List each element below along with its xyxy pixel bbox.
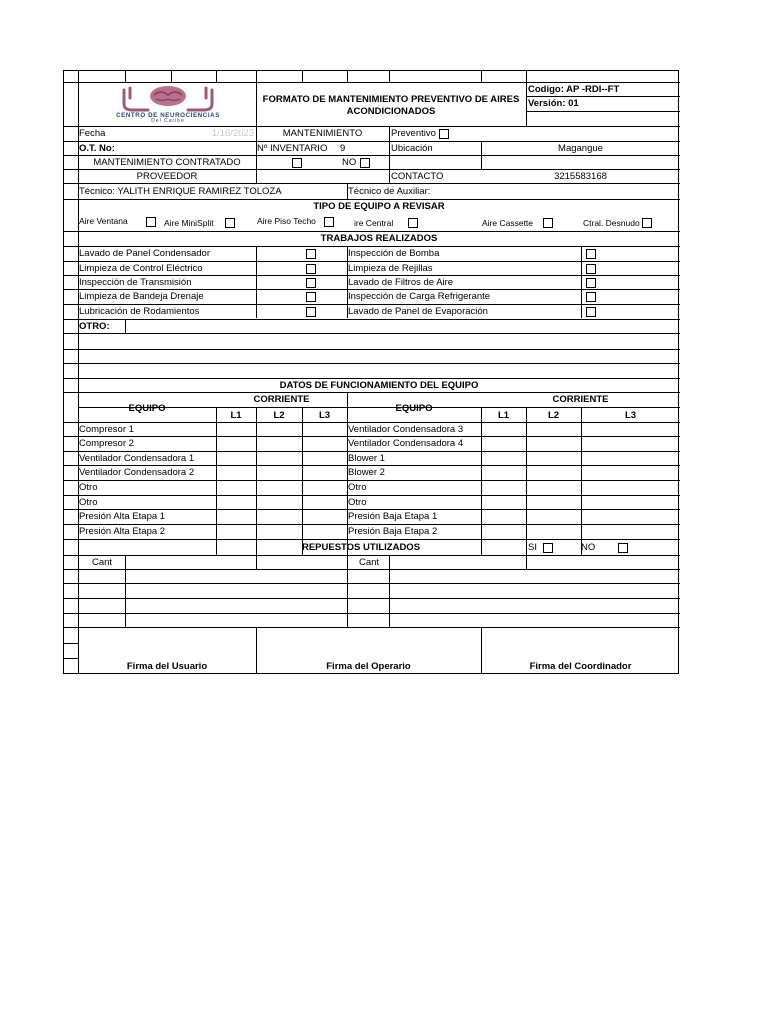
- logo-hands-brain-icon: [82, 84, 254, 114]
- equipo-header-left: EQUIPO: [128, 403, 166, 414]
- grid-line: [481, 407, 482, 555]
- contratado-no-checkbox[interactable]: [360, 158, 370, 168]
- trabajo-right-item: Lavado de Panel de Evaporación: [348, 306, 488, 317]
- grid-line: [125, 319, 126, 333]
- grid-line: [216, 71, 217, 82]
- cant-label-left: Cant: [92, 557, 113, 568]
- aire-minisplit-checkbox[interactable]: [225, 218, 235, 228]
- trabajo-left-item: Limpieza de Bandeja Drenaje: [79, 291, 204, 302]
- func-right-row: Otro: [348, 482, 367, 493]
- func-right-row: Blower 2: [348, 467, 385, 478]
- repuestos-no-checkbox[interactable]: [618, 543, 628, 553]
- grid-line: [581, 246, 582, 318]
- repuestos-no-label: NO: [581, 542, 596, 553]
- corriente-header-left: CORRIENTE: [253, 394, 310, 405]
- tipo-aire-ventana: Aire Ventana: [79, 216, 128, 226]
- grid-line: [347, 71, 348, 82]
- phase-l2-right: L2: [547, 410, 560, 421]
- trabajo-left-checkbox[interactable]: [306, 249, 316, 259]
- phase-l2-left: L2: [273, 410, 285, 421]
- aire-cassette-checkbox[interactable]: [543, 218, 553, 228]
- contratado-label: MANTENIMIENTO CONTRATADO: [93, 157, 241, 168]
- funcionamiento-title: DATOS DE FUNCIONAMIENTO DEL EQUIPO: [279, 380, 479, 391]
- cant-label-right: Cant: [359, 557, 380, 568]
- mantenimiento-label: MANTENIMIENTO: [282, 128, 363, 139]
- ubicacion-value[interactable]: Magangue: [558, 143, 603, 154]
- grid-line: [64, 583, 680, 584]
- tipo-ctral-desnudo: Ctral. Desnudo: [583, 218, 640, 228]
- form-version: Versión: 01: [528, 98, 579, 109]
- grid-line: [389, 71, 390, 82]
- phase-l1-left: L1: [230, 410, 242, 421]
- grid-line: [526, 71, 527, 126]
- ubicacion-label: Ubicación: [391, 143, 433, 154]
- func-right-row: Presión Baja Etapa 1: [348, 511, 438, 522]
- form-code: Codigo: AP -RDI--FT: [528, 84, 620, 95]
- trabajo-right-checkbox[interactable]: [586, 278, 596, 288]
- ire-central-checkbox[interactable]: [408, 218, 418, 228]
- trabajos-title: TRABAJOS REALIZADOS: [320, 233, 438, 244]
- tipo-aire-piso-techo: Aire Piso Techo: [257, 216, 316, 226]
- trabajo-right-checkbox[interactable]: [586, 292, 596, 302]
- equipo-header-right: EQUIPO: [395, 403, 433, 414]
- org-name: CENTRO DE NEUROCIENCIAS: [116, 112, 220, 119]
- org-subtitle: Del Caribe: [151, 118, 185, 124]
- inventario-label: Nº INVENTARIO: [257, 143, 328, 154]
- grid-line: [171, 71, 172, 82]
- func-left-row: Compresor 2: [79, 438, 134, 449]
- trabajo-left-item: Lubricación de Rodamientos: [79, 306, 200, 317]
- grid-line: [64, 349, 680, 350]
- tipo-aire-minisplit: Aire MiniSplit: [164, 218, 214, 228]
- preventivo-checkbox[interactable]: [439, 129, 449, 139]
- grid-line: [302, 71, 303, 82]
- firma-usuario[interactable]: Firma del Usuario: [126, 661, 208, 672]
- func-left-row: Compresor 1: [79, 424, 134, 435]
- contacto-label: CONTACTO: [391, 171, 444, 182]
- func-right-row: Ventilador Condensadora 4: [348, 438, 464, 449]
- tecnico-label: Técnico: YALITH ENRIQUE RAMIREZ TOLOZA: [79, 186, 282, 197]
- trabajo-left-checkbox[interactable]: [306, 292, 316, 302]
- func-right-row: Ventilador Condensadora 3: [348, 424, 464, 435]
- grid-line: [481, 71, 482, 82]
- grid-line: [302, 407, 303, 555]
- grid-line: [64, 658, 78, 659]
- trabajo-left-item: Limpieza de Control Eléctrico: [79, 263, 203, 274]
- trabajo-right-item: Lavado de Filtros de Aire: [348, 277, 454, 288]
- contratado-no-label: NO: [342, 157, 357, 168]
- func-left-row: Presión Alta Etapa 1: [79, 511, 166, 522]
- trabajo-right-checkbox[interactable]: [586, 307, 596, 317]
- grid-line: [64, 598, 680, 599]
- auxiliar-label: Técnico de Auxiliar:: [348, 186, 431, 197]
- phase-l1-right: L1: [497, 410, 510, 421]
- ot-label: O.T. No:: [79, 143, 115, 154]
- repuestos-si-label: SI: [528, 542, 537, 553]
- grid-line: [216, 407, 217, 555]
- grid-line: [125, 555, 126, 627]
- org-logo: [82, 84, 254, 125]
- grid-line: [347, 555, 348, 627]
- func-left-row: Otro: [79, 482, 98, 493]
- func-left-row: Otro: [79, 497, 98, 508]
- corriente-header-right: CORRIENTE: [552, 394, 609, 405]
- otro-label: OTRO:: [79, 321, 110, 332]
- aire-ventana-checkbox[interactable]: [146, 217, 156, 227]
- grid-line: [389, 555, 390, 627]
- trabajo-right-item: Limpieza de Rejillas: [348, 263, 433, 274]
- trabajo-right-checkbox[interactable]: [586, 264, 596, 274]
- func-left-row: Ventilador Condensadora 1: [79, 453, 195, 464]
- trabajo-left-item: Inspección de Transmisión: [79, 277, 192, 288]
- func-right-row: Blower 1: [348, 453, 385, 464]
- trabajo-left-item: Lavado de Panel Condensador: [79, 248, 210, 259]
- form-title-line2: ACONDICIONADOS: [346, 106, 436, 117]
- grid-line: [64, 569, 680, 570]
- grid-line: [389, 126, 390, 183]
- repuestos-si-checkbox[interactable]: [543, 543, 553, 553]
- grid-line: [64, 613, 680, 614]
- contratado-si-checkbox[interactable]: [292, 158, 302, 168]
- grid-line: [64, 539, 680, 540]
- repuestos-title: REPUESTOS UTILIZADOS: [301, 542, 421, 553]
- fecha-label: Fecha: [79, 128, 106, 139]
- grid-line: [64, 183, 680, 184]
- phase-l3-right: L3: [624, 410, 637, 421]
- trabajo-left-checkbox[interactable]: [306, 278, 316, 288]
- contacto-value[interactable]: 3215583168: [554, 171, 607, 182]
- grid-line: [526, 111, 680, 112]
- grid-line: [125, 71, 126, 82]
- grid-line: [256, 246, 257, 318]
- maintenance-form: [63, 70, 679, 674]
- func-right-row: Presión Baja Etapa 2: [348, 526, 438, 537]
- proveedor-label: PROVEEDOR: [136, 171, 198, 182]
- ctral-desnudo-checkbox[interactable]: [642, 218, 652, 228]
- trabajo-right-item: Inspección de Bomba: [348, 248, 440, 259]
- trabajo-right-checkbox[interactable]: [586, 249, 596, 259]
- tipo-equipo-title: TIPO DE EQUIPO A REVISAR: [313, 201, 445, 212]
- trabajo-left-checkbox[interactable]: [306, 307, 316, 317]
- grid-line: [64, 363, 680, 364]
- trabajo-left-checkbox[interactable]: [306, 264, 316, 274]
- func-left-row: Ventilador Condensadora 2: [79, 467, 195, 478]
- phase-l3-left: L3: [318, 410, 331, 421]
- func-right-row: Otro: [348, 497, 367, 508]
- grid-line: [64, 627, 680, 628]
- tipo-ire-central: ire Central: [354, 218, 394, 228]
- inventario-value[interactable]: 9: [340, 143, 346, 154]
- fecha-value[interactable]: 1/16/2023: [211, 128, 254, 139]
- grid-line: [64, 643, 78, 644]
- firma-operario[interactable]: Firma del Operario: [326, 661, 411, 672]
- trabajo-right-item: Inspección de Carga Refrigerante: [348, 291, 491, 302]
- form-title-line1: FORMATO DE MANTENIMIENTO PREVENTIVO DE AIRES: [262, 94, 520, 105]
- aire-piso-techo-checkbox[interactable]: [324, 217, 334, 227]
- grid-line: [581, 407, 582, 555]
- grid-line: [64, 319, 680, 320]
- firma-coordinador[interactable]: Firma del Coordinador: [529, 661, 632, 672]
- grid-line: [64, 333, 680, 334]
- tipo-aire-cassette: Aire Cassette: [482, 218, 534, 228]
- func-left-row: Presión Alta Etapa 2: [79, 526, 166, 537]
- preventivo-label: Preventivo: [391, 128, 436, 139]
- grid-line: [526, 407, 527, 569]
